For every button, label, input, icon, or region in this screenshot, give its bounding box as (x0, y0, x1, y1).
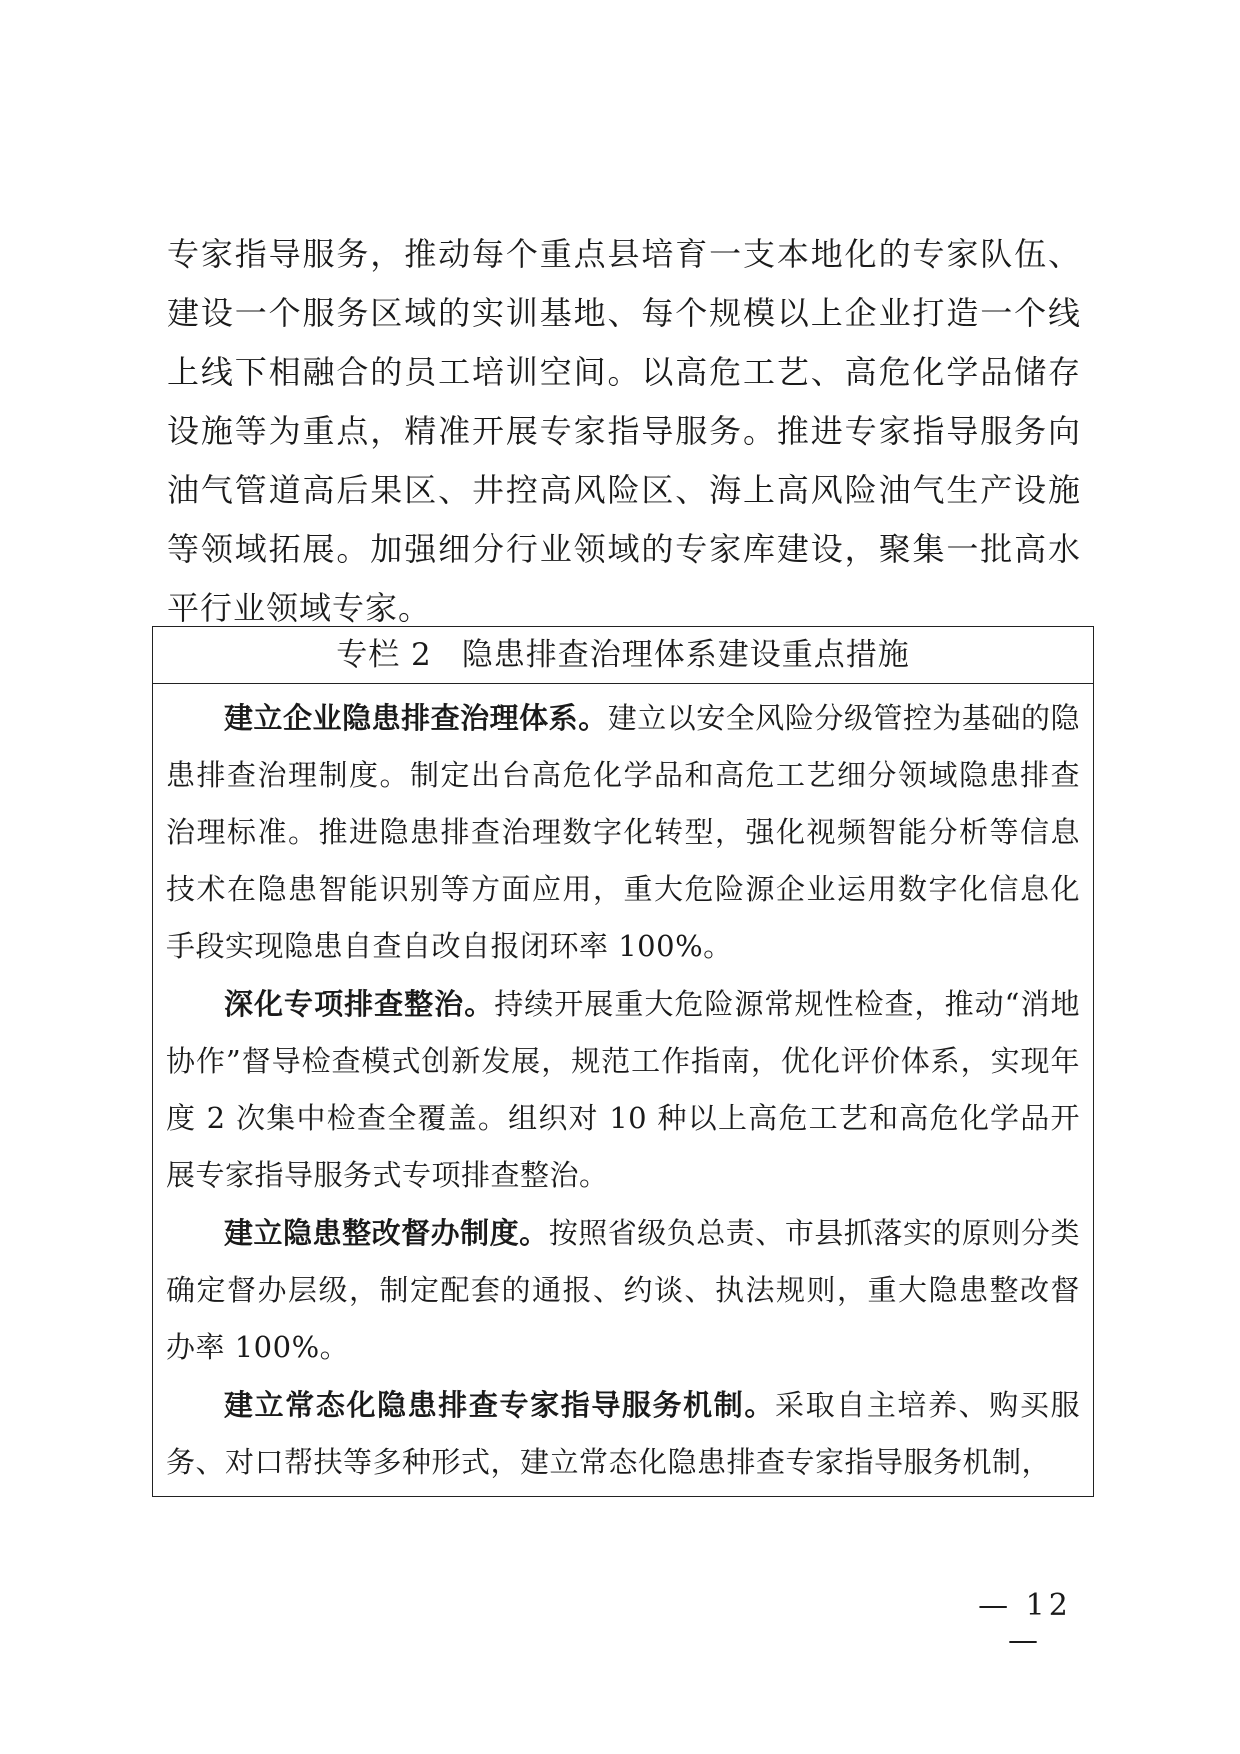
column-item-1 (166, 690, 1080, 975)
column-body (153, 684, 1093, 1491)
column-item-4 (166, 1377, 1080, 1491)
column-title-number: 专栏 2 (336, 637, 432, 673)
column-item-text: 持续开展重大危险源常规性检查，推动“消地协作”督导检查模式创新发展，规范工作指南，优化评价体系，实现年度 2 次集中检查全覆盖。组织对 10 种以上高危工艺和高危化学品开展专家指导服务式专项排查整治。 (166, 987, 1080, 1192)
column-box (152, 626, 1094, 1497)
column-item-heading: 建立常态化隐患排查专家指导服务机制。 (224, 1388, 775, 1422)
column-title-text: 隐患排查治理体系建设重点措施 (461, 637, 910, 673)
column-item-text: 采取自主培养、购买服务、对口帮扶等多种形式，建立常态化隐患排查专家指导服务机制， (166, 1388, 1080, 1479)
column-item-heading: 建立隐患整改督办制度。 (224, 1216, 549, 1250)
column-item-heading: 深化专项排查整治。 (224, 987, 495, 1021)
column-item-heading: 建立企业隐患排查治理体系。 (224, 701, 608, 735)
column-item-2 (166, 976, 1080, 1204)
intro-paragraph: 专家指导服务，推动每个重点县培育一支本地化的专家队伍、建设一个服务区域的实训基地、每个规模以上企业打造一个线上线下相融合的员工培训空间。以高危工艺、高危化学品储存设施等为重点，精准开展专家指导服务。推进专家指导服务向油气管道高后果区、井控高风险区、海上高风险油气生产设施等领域拓展。加强细分行业领域的专家库建设，聚集一批高水平行业领域专家。 (167, 235, 1081, 627)
column-item-text: 按照省级负总责、市县抓落实的原则分类确定督办层级，制定配套的通报、约谈、执法规则，重大隐患整改督办率 100%。 (166, 1216, 1080, 1364)
column-item-3 (166, 1205, 1080, 1376)
column-title (153, 627, 1093, 684)
page-number: — 12 — (978, 1588, 1072, 1658)
column-item-text: 建立以安全风险分级管控为基础的隐患排查治理制度。制定出台高危化学品和高危工艺细分领域隐患排查治理标准。推进隐患排查治理数字化转型，强化视频智能分析等信息技术在隐患智能识别等方面应用，重大危险源企业运用数字化信息化手段实现隐患自查自改自报闭环率 100%。 (166, 701, 1080, 963)
